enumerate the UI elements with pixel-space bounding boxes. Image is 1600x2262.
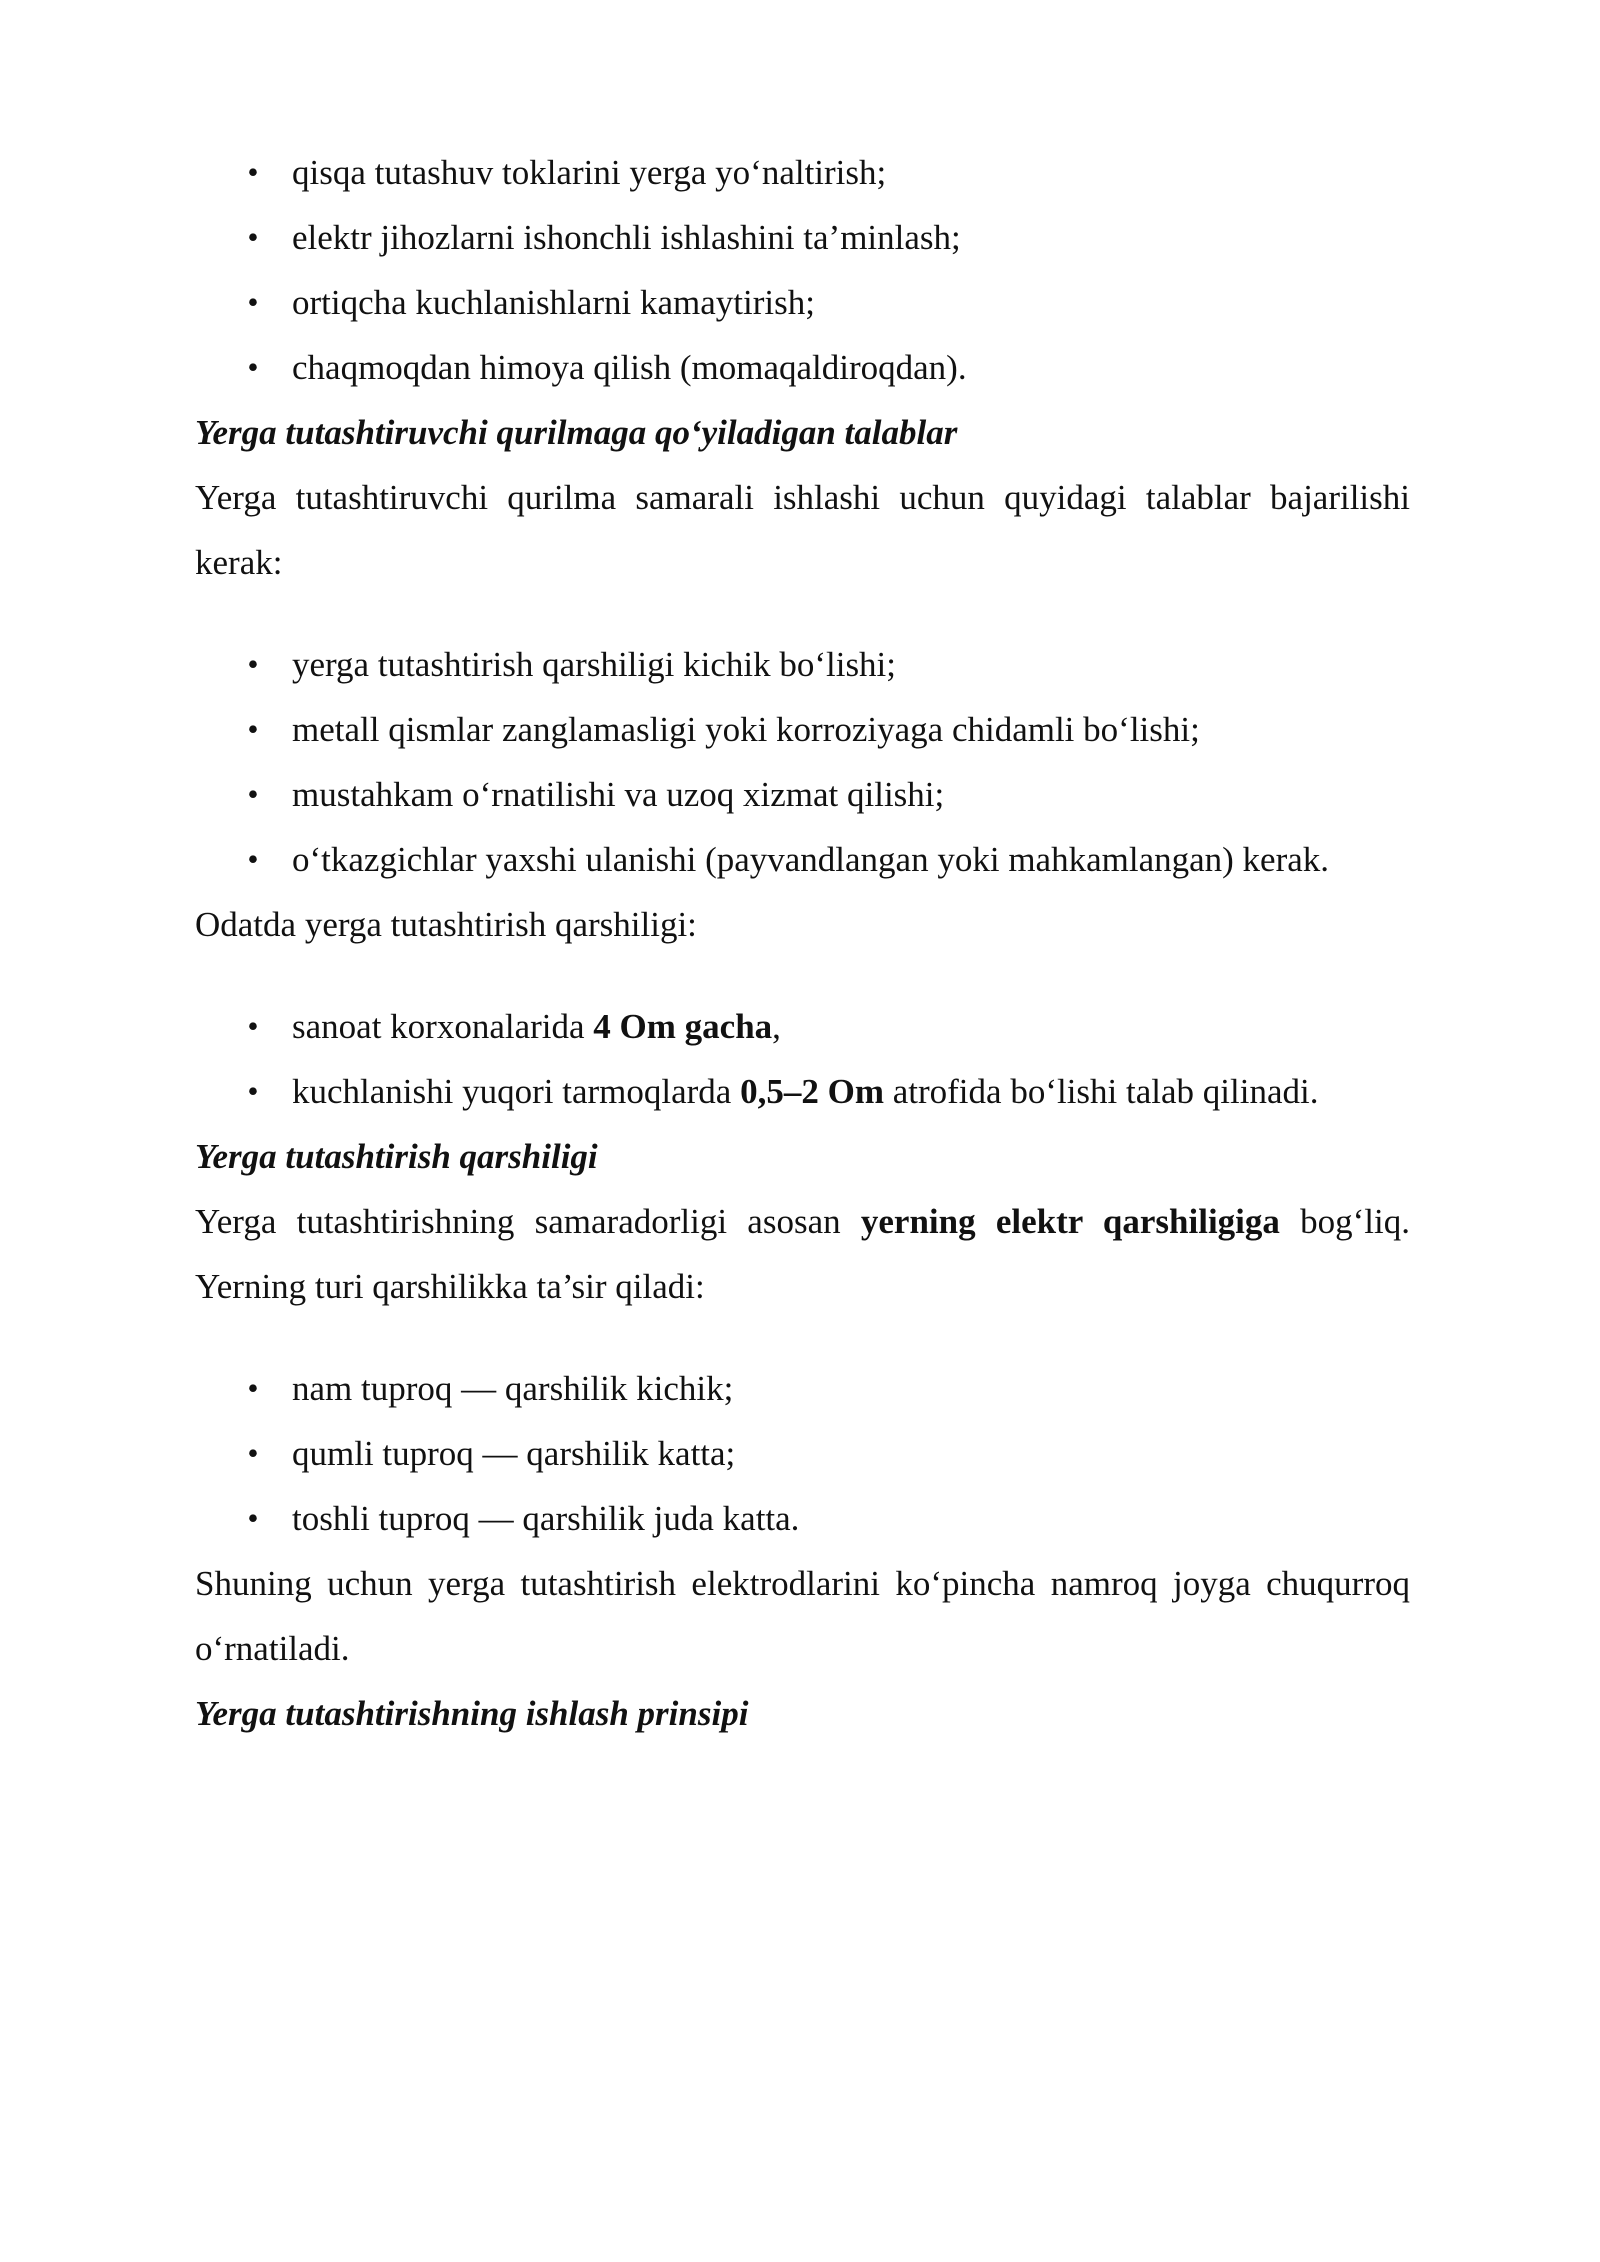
bullet-icon: •	[247, 841, 259, 877]
bullet-icon: •	[247, 1073, 259, 1109]
bullet-icon: •	[247, 646, 259, 682]
bullet-icon: •	[247, 776, 259, 812]
list-item: • o‘tkazgichlar yaxshi ulanishi (payvandlangan yoki mahkamlangan) kerak.	[195, 827, 1410, 892]
section-heading-requirements: Yerga tutashtiruvchi qurilmaga qo‘yiladigan talablar	[195, 413, 958, 452]
resistance-intro-paragraph: Odatda yerga tutashtirish qarshiligi:	[195, 905, 697, 944]
requirements-list	[195, 632, 1410, 892]
list-item: • mustahkam o‘rnatilishi va uzoq xizmat qilishi;	[195, 762, 1410, 827]
soil-resistance-paragraph: Yerga tutashtirishning samaradorligi asosan yerning elektr qarshiligiga bog‘liq. Yerning turi qarshilikka ta’sir qiladi:	[195, 1202, 1410, 1306]
list-item: • ortiqcha kuchlanishlarni kamaytirish;	[195, 270, 1410, 335]
bullet-icon: •	[247, 1370, 259, 1406]
list-item: • chaqmoqdan himoya qilish (momaqaldiroqdan).	[195, 335, 1410, 400]
list-item: • qumli tuproq — qarshilik katta;	[195, 1421, 1410, 1486]
list-item: • yerga tutashtirish qarshiligi kichik bo‘lishi;	[195, 632, 1410, 697]
requirements-intro-paragraph: Yerga tutashtiruvchi qurilma samarali ishlashi uchun quyidagi talablar bajarilishi kerak:	[195, 478, 1410, 582]
bullet-icon: •	[247, 1500, 259, 1536]
resistance-value: 4 Om gacha	[593, 1007, 773, 1046]
list-item: • nam tuproq — qarshilik kichik;	[195, 1356, 1410, 1421]
list-item: • toshli tuproq — qarshilik juda katta.	[195, 1486, 1410, 1551]
bullet-icon: •	[247, 711, 259, 747]
bullet-icon: •	[247, 154, 259, 190]
document-page	[195, 140, 1410, 1746]
bullet-icon: •	[247, 349, 259, 385]
list-item: • sanoat korxonalarida 4 Om gacha,	[195, 994, 1410, 1059]
bullet-icon: •	[247, 284, 259, 320]
list-item: • elektr jihozlarni ishonchli ishlashini ta’minlash;	[195, 205, 1410, 270]
electrode-placement-paragraph: Shuning uchun yerga tutashtirish elektrodlarini ko‘pincha namroq joyga chuqurroq o‘rnatiladi.	[195, 1564, 1410, 1668]
list-item: • metall qismlar zanglamasligi yoki korroziyaga chidamli bo‘lishi;	[195, 697, 1410, 762]
list-item: • kuchlanishi yuqori tarmoqlarda 0,5–2 Om atrofida bo‘lishi talab qilinadi.	[195, 1059, 1410, 1124]
emphasis-text: yerning elektr qarshiligiga	[860, 1202, 1280, 1241]
bullet-icon: •	[247, 219, 259, 255]
list-item: • qisqa tutashuv toklarini yerga yo‘naltirish;	[195, 140, 1410, 205]
soil-types-list	[195, 1356, 1410, 1551]
resistance-value: 0,5–2 Om	[740, 1072, 884, 1111]
resistance-values-list	[195, 994, 1410, 1124]
purpose-list	[195, 140, 1410, 400]
bullet-icon: •	[247, 1435, 259, 1471]
section-heading-resistance: Yerga tutashtirish qarshiligi	[195, 1137, 598, 1176]
section-heading-principle: Yerga tutashtirishning ishlash prinsipi	[195, 1694, 749, 1733]
bullet-icon: •	[247, 1008, 259, 1044]
